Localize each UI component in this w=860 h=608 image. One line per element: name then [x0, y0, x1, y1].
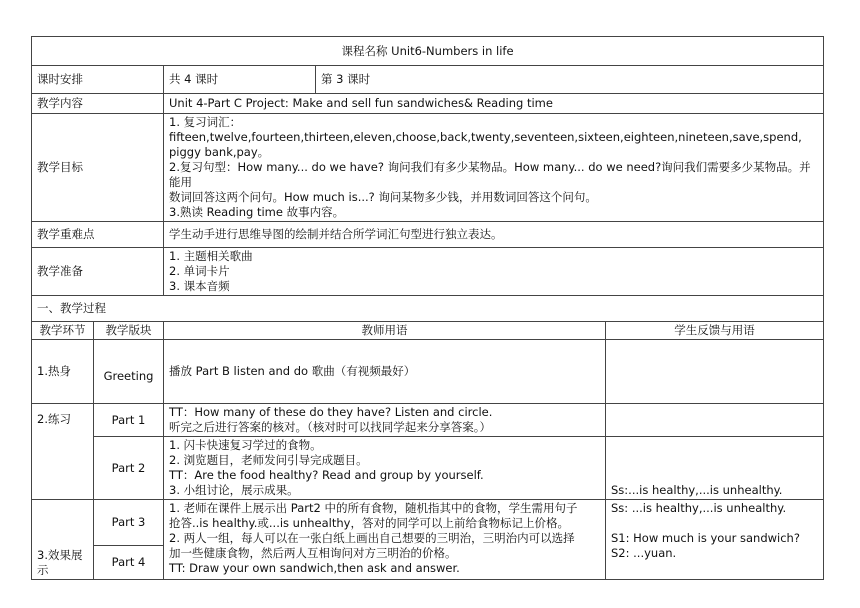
part1-row — [32, 404, 824, 437]
part34-student — [606, 500, 824, 580]
key-points-label: 教学重难点 — [32, 222, 164, 248]
practice-stage: 2.练习 — [32, 404, 94, 500]
process-header-row — [32, 322, 824, 340]
lesson-plan-page — [31, 36, 823, 580]
part2-teacher — [164, 437, 606, 500]
content-row — [32, 94, 824, 114]
effect-stage: 3.效果展示 — [32, 500, 94, 580]
part2-teacher-line: TT：Are the food healthy? Read and group by yourself. — [169, 468, 484, 482]
part1-student — [606, 404, 824, 437]
part1-teacher — [164, 404, 606, 437]
warmup-module: Greeting — [94, 340, 164, 404]
goals-line: 1. 复习词汇：fifteen,twelve,fourteen,thirteen,eleven,choose,back,twenty,seventeen,sixteen,eighteen,nineteen,save,spend, — [169, 115, 802, 144]
part3-row — [32, 500, 824, 546]
key-points-row — [32, 222, 824, 248]
goals-line: piggy bank,pay。 — [169, 145, 270, 159]
part34-teacher-line: 加一些健康食物，然后两人互相询问对方三明治的价格。 — [169, 546, 457, 560]
header-teacher: 教师用语 — [164, 322, 606, 340]
content-label: 教学内容 — [32, 94, 164, 114]
schedule-row — [32, 66, 824, 94]
part2-teacher-line: 3. 小组讨论，展示成果。 — [169, 483, 299, 497]
goals-line: 数词回答这两个问句。How much is...? 询问某物多少钱，并用数词回答这个问句。 — [169, 190, 597, 204]
process-title: 一、教学过程 — [32, 296, 824, 322]
part2-student: Ss:...is healthy,...is unhealthy. — [606, 437, 824, 500]
lesson-plan-table — [31, 36, 824, 580]
goals-label: 教学目标 — [32, 114, 164, 222]
part34-student-line: S2: ...yuan. — [611, 546, 677, 560]
prep-label: 教学准备 — [32, 248, 164, 296]
part34-student-line — [611, 516, 818, 531]
key-points-value: 学生动手进行思维导图的绘制并结合所学词汇句型进行独立表达。 — [164, 222, 824, 248]
warmup-stage: 1.热身 — [32, 340, 94, 404]
warmup-teacher: 播放 Part B listen and do 歌曲（有视频最好） — [164, 340, 606, 404]
warmup-row — [32, 340, 824, 404]
course-title: 课程名称 Unit6-Numbers in life — [32, 37, 824, 66]
prep-value — [164, 248, 824, 296]
part1-module: Part 1 — [94, 404, 164, 437]
part2-teacher-line: 2. 浏览题目，老师发问引导完成题目。 — [169, 453, 368, 467]
prep-line: 2. 单词卡片 — [169, 264, 230, 278]
schedule-total: 共 4 课时 — [164, 66, 316, 94]
header-stage: 教学环节 — [32, 322, 94, 340]
content-value: Unit 4-Part C Project: Make and sell fun sandwiches& Reading time — [164, 94, 824, 114]
prep-line: 3. 课本音频 — [169, 279, 230, 293]
schedule-current: 第 3 课时 — [316, 66, 824, 94]
part34-teacher-line: 1. 老师在课件上展示出 Part2 中的所有食物，随机指其中的食物，学生需用句子 — [169, 501, 578, 515]
goals-row — [32, 114, 824, 222]
part3-module: Part 3 — [94, 500, 164, 546]
part2-module: Part 2 — [94, 437, 164, 500]
header-module: 教学版块 — [94, 322, 164, 340]
prep-row — [32, 248, 824, 296]
part34-teacher-line: 2. 两人一组，每人可以在一张白纸上画出自己想要的三明治，三明治内可以选择 — [169, 531, 575, 545]
part34-teacher-line: 抢答..is healthy.或...is unhealthy，答对的同学可以上前给食物标记上价格。 — [169, 516, 569, 530]
part34-student-line: S1: How much is your sandwich? — [611, 531, 800, 545]
part4-module: Part 4 — [94, 546, 164, 580]
goals-line: 2.复习句型：How many... do we have? 询问我们有多少某物品。How many... do we need?询问我们需要多少某物品。并能用 — [169, 160, 811, 189]
part2-teacher-line: 1. 闪卡快速复习学过的食物。 — [169, 438, 322, 452]
goals-line: 3.熟读 Reading time 故事内容。 — [169, 205, 345, 219]
course-title-row — [32, 37, 824, 66]
process-title-row — [32, 296, 824, 322]
warmup-student — [606, 340, 824, 404]
part34-teacher — [164, 500, 606, 580]
part1-teacher-line: TT：How many of these do they have? Listen and circle. — [169, 405, 493, 419]
prep-line: 1. 主题相关歌曲 — [169, 249, 253, 263]
part34-teacher-line: TT: Draw your own sandwich,then ask and answer. — [169, 561, 460, 575]
part1-teacher-line: 听完之后进行答案的核对。（核对时可以找同学起来分享答案。） — [169, 420, 491, 434]
schedule-label: 课时安排 — [32, 66, 164, 94]
header-student: 学生反馈与用语 — [606, 322, 824, 340]
goals-value — [164, 114, 824, 222]
part34-student-line: Ss: ...is healthy,...is unhealthy. — [611, 501, 787, 515]
part2-row — [32, 437, 824, 500]
